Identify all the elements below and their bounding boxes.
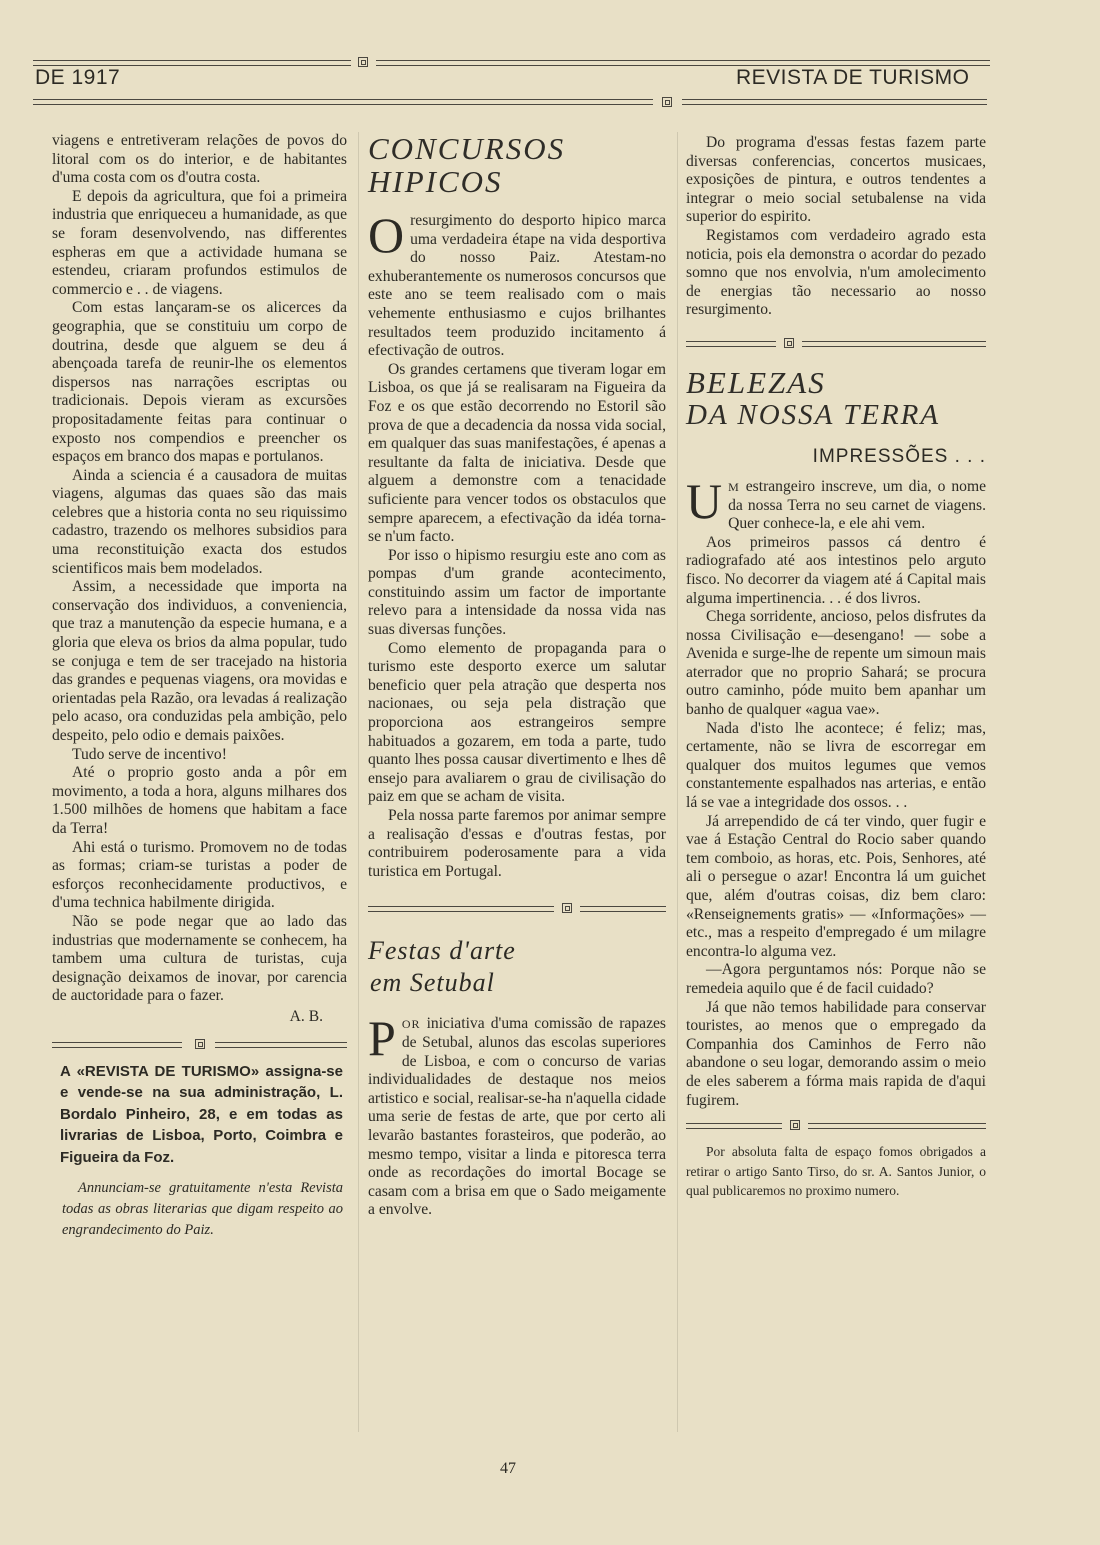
column-3 [686,134,986,1201]
editorial-note: Por absoluta falta de espaço fomos obrigados a retirar o artigo Santo Tirso, do sr. A. Santos Junior, o qual publicaremos no proximo numero. [686,1144,986,1199]
separator [686,1120,986,1130]
separator-ornament [790,1120,800,1130]
article-signature: A. B. [289,1007,323,1025]
col1-paragraph: Tudo serve de incentivo! [72,745,227,763]
belezas-paragraph: Já que não temos habilidade para conservar touristes, ao menos que o empregado da Companhia dos Caminhos de Ferro não abandone o seu logar, demorando assim o meio de eles saberem a fórma mais rapida de d'aqui fugirem. [686,998,986,1109]
separator-ornament [562,903,572,913]
festas-continued-paragraph: Registamos com verdadeiro agrado esta noticia, pois ela demonstra o acordar do pezado somno que nos envolvia, n'um amolecimento de energias tão necessario ao nosso resurgimento. [686,226,986,319]
concursos-title [368,132,666,198]
subscription-notice-text: A «REVISTA DE TURISMO» assigna-se e vende-se na sua administração, L. Bordalo Pinheiro, 28, e em todas as livrarias de Lisboa, Porto, Coimbra e Figueira da Foz. [60,1062,343,1166]
header-rule-right [682,99,987,105]
belezas-title [686,366,986,432]
separator [686,338,986,348]
belezas-subtitle: IMPRESSÕES . . . [812,445,986,467]
ornament-top [358,57,368,67]
col1-paragraph: Com estas lançaram-se os alicerces da geographia, que se constituiu um corpo de doutrina, desde que alguem se deu á abençoada tarefa de reunir-lhe os elementos dispersos nas narrações escriptas ou tradicionais. Depois vieram as excursões propositadamente feitas para continuar o exposto nos compendios e preencher os espaços em branco dos mapas e portulanos. [52,299,347,466]
separator [368,903,666,913]
belezas-paragraph: —Agora perguntamos nós: Porque não se remedeia aquilo que é de facil cuidado? [686,961,986,997]
festas-title-line1: Festas d'arte [368,936,516,966]
belezas-title-line1: BELEZAS [686,364,826,400]
header-title: REVISTA DE TURISMO [736,66,970,89]
festas-continued-paragraph: Do programa d'essas festas fazem parte diversas conferencias, concertos musicaes, exposições de pintura, e outros tendentes a integrar o meio social setubalense na vida superior do espirito. [686,134,986,226]
belezas-title-line2: DA NOSSA TERRA [686,398,941,431]
dropcap-p: P [368,1010,396,1067]
column-divider [677,132,678,1432]
column-2 [368,132,666,1220]
col1-paragraph: E depois da agricultura, que foi a primeira industria que enriqueceu a humanidade, as que se foram desenvolvendo, nas differentes espheras em que a actividade humana se estendeu, criaram profundos estimulos de commercio e . . de viagens. [52,187,347,298]
page-number: 47 [500,1460,516,1477]
concursos-paragraph: Os grandes certamens que tiveram logar em Lisboa, os que já se realisaram na Figueira da Foz e os que estão decorrendo no Estoril são prova de que a decadencia da nossa vida social, em qualquer das suas manifestações, é apenas a resultante da falta de iniciativa. Desde que alguem a demonstre com a tenacidade suficiente para vencer todos os obstaculos que sempre aparecem, a efectivação da idéa torna-se n'um facto. [368,360,666,546]
festas-title-line2: em Setubal [370,968,495,998]
col1-paragraph: Assim, a necessidade que importa na conservação dos individuos, a conveniencia, que traz a manutenção da especie humana, e a gloria que eleva os brios da alma popular, tudo se conjuga e tem de ser tracejado na historia das grandes e pequenas viagens, ora movidas e orientadas pela Razão, ora levadas á realização pelo acaso, ora conduzidas pela ambição, pelo despeito, pelo odio e demais paixões. [52,578,347,744]
header-date: DE 1917 [35,66,121,89]
belezas-paragraph: Nada d'isto lhe acontece; é feliz; mas, certamente, não se livra de escorregar em qualquer dos muitos legumes que vemos constantemente espalhados nas arterias, e então lá se vae a integridade dos ossos. . . [686,719,986,812]
col1-paragraph: Ahi está o turismo. Promovem no de todas as formas; criam-se turistas a poder de esforços reconhecidamente productivos, e d'uma technica habilmente dirigida. [52,838,347,912]
separator-ornament [784,338,794,348]
separator-ornament [195,1039,205,1049]
col1-paragraph: Ainda a sciencia é a causadora de muitas viagens, algumas das quaes são das mais celebres que a historia conta no seu riquissimo cadastro, trazendo os melhores subsidios para uma reconstituição exacta dos estudos scientificos mais bem modelados. [52,466,347,577]
subscription-notice [52,1061,347,1169]
belezas-paragraph: Já arrependido de cá ter vindo, quer fugir e vae á Estação Central do Rocio saber quando tem comboio, as horas, etc. Pois, Senhores, até ali o persegue o azar! Encontra lá um guichet que, além d'outras coisas, diz bem claro: «Renseignements gratis» — «Informações» — etc., mas a respeito d'empregado é um milagre encontra-lo alguma vez. [686,812,986,960]
belezas-first-paragraph: U M estrangeiro inscreve, um dia, o nome da nossa Terra no seu carnet de viagens. Quer conhece-la, e ele ahi vem. [686,472,986,533]
col1-paragraph: Não se pode negar que ao lado das industrias que modernamente se conhecem, ha tambem uma cultura de turistas, cuja designação deixamos de inovar, por carencia de auctoridade para o fazer. [52,912,347,1005]
festas-title [368,935,666,999]
festas-paragraph: POR iniciativa d'uma comissão de rapazes de Setubal, alunos das escolas superiores de Lisboa, e com o concurso de varias individualidades de destaque nos meios artistico e social, realisar-se-ha n'aquella cidade uma serie de festas de arte, que por certo ali levarão bastantes forasteiros, que poderão, ao mesmo tempo, visitar a linda e pitoresca terra onde as recordações do imortal Bocage se casam com a brisa em que o Sado meigamente a envolve. [368,1010,666,1219]
concursos-paragraph: Pela nossa parte faremos por animar sempre a realisação d'essas e d'outras festas, por contribuirem poderosamente para a vida turistica em Portugal. [368,807,666,880]
ornament-header [662,97,672,107]
concursos-title-line1: CONCURSOS [368,131,566,166]
dropcap-u: U [686,472,723,529]
header-rule-left [33,99,653,105]
column-divider [358,132,359,1432]
belezas-paragraph: Chega sorridente, ancioso, pelos disfrutes da nossa Civilisação e—desengano! — sobe a Avenida e surge-lhe de repente um simoun mais aterrador que no proprio Sahará; se procura outro caminho, póde muito bem apanhar um banho de qualquer «agua vae». [686,608,986,719]
dropcap-o: O [368,207,405,263]
belezas-paragraph: Aos primeiros passos cá dentro é radiografado até aos intestinos pelo arguto fisco. No decorrer da viagem até á Capital mais alguma impertinencia. . . é dos livros. [686,533,986,607]
col1-paragraph: viagens e entretiveram relações de povos do litoral com os do interior, e de habitantes d'uma costa com os d'outra costa. [52,132,347,187]
free-announcement-notice: Annunciam-se gratuitamente n'esta Revista todas as obras literarias que digam respeito ao engrandecimento do Paiz. [62,1180,343,1238]
concursos-title-line2: HIPICOS [368,164,503,199]
concursos-paragraph: Por isso o hipismo resurgiu este ano com as pompas d'um grande acontecimento, constituindo assim um factor de importante relevo para a intensidade da nossa vida nas suas diversas funções. [368,546,666,639]
col1-paragraph: Até o proprio gosto anda a pôr em movimento, a toda a hora, alguns milhares dos 1.500 milhões de homens que habitam a face da Terra! [52,764,347,837]
separator [52,1039,347,1049]
concursos-first-paragraph: Oresurgimento do desporto hipico marca uma verdadeira étape na vida desportiva do nosso Paiz. Atestam-no exhuberantemente os numerosos concursos que este ano se teem realisado com o mais vehemente enthusiasmo e cujos brilhantes resultados teem produzido incitamento á efectivação de outros. [368,207,666,360]
column-1 [52,132,347,1241]
concursos-paragraph: Como elemento de propaganda para o turismo este desporto exerce um salutar beneficio quer pela atração que desperta nos nacionaes, ou seja pela distração que proporciona aos estrangeiros sempre habituados a gozarem, em toda a parte, tudo quanto lhes possa causar divertimento e lhes dê ensejo para avaliarem o grau de civilisação do paiz em que se acham de visita. [368,639,666,806]
